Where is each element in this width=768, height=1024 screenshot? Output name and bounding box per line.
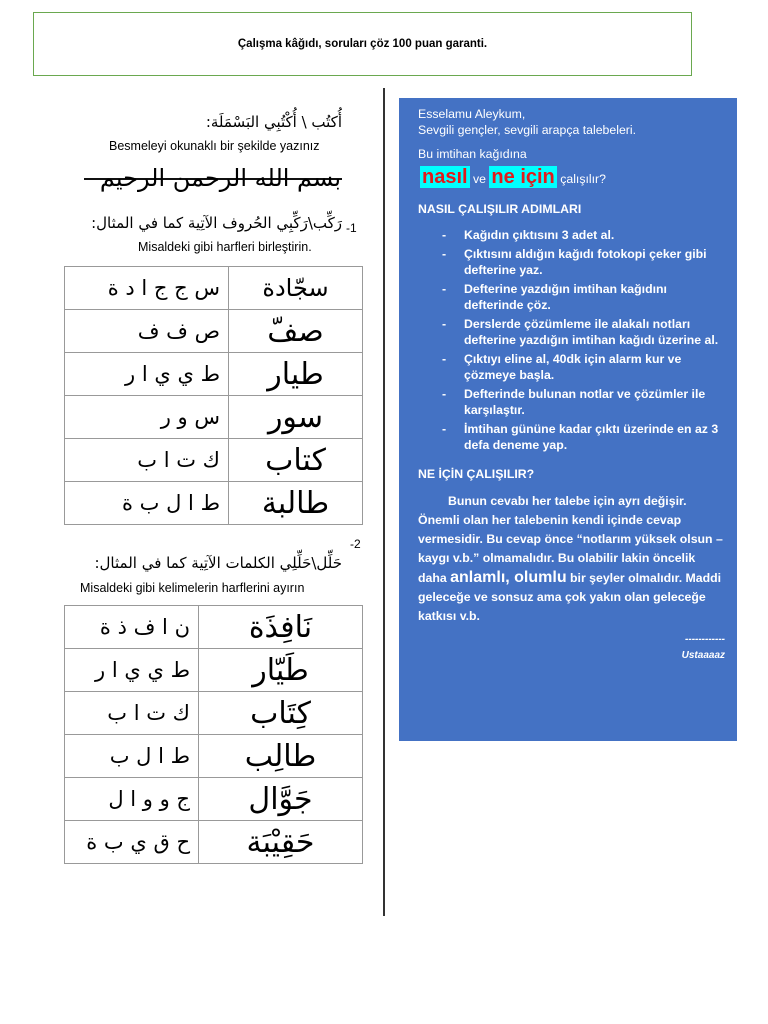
answer-cell: طالبة	[229, 482, 363, 525]
table-row	[65, 482, 363, 525]
letters-cell: ط ي ي ا ر	[65, 353, 229, 396]
list-item: - Derslerde çözümleme ile alakalı notları defterine yazdığın imtihan kağıdı üzerine al.	[442, 316, 725, 348]
highlight-nasil: nasıl	[422, 166, 468, 188]
table-row	[65, 735, 363, 778]
panel-intro: Bu imtihan kağıdına	[418, 147, 527, 161]
why-anlamli: anlamlı, olumlu	[450, 569, 567, 586]
letters-cell: س ج ج ا د ة	[65, 267, 229, 310]
task1-subtitle: Misaldeki gibi harfleri birleştirin.	[138, 240, 312, 254]
letters-cell: ط ا ل ب ة	[65, 482, 229, 525]
list-item: - İmtihan gününe kadar çıktı üzerinde en az 3 defa deneme yap.	[442, 421, 725, 453]
answer-cell: ط ا ل ب	[65, 735, 199, 778]
word-calisilir: çalışılır?	[560, 172, 606, 186]
task1-title: رَكِّب\رَكِّبِي الحُروف الآتِية كما في المثال:	[91, 214, 342, 232]
answer-cell: ك ت ا ب	[65, 692, 199, 735]
table-row	[65, 439, 363, 482]
why-paragraph	[418, 492, 725, 626]
answer-cell: سجّادة	[229, 267, 363, 310]
answer-cell: ن ا ف ذ ة	[65, 606, 199, 649]
why-text-2: bir şeyler olmalıdır. Maddi geleceğe ve sonsuz ama çok yakın olan geleceğe katkısı v.b.	[418, 571, 722, 623]
list-item: - Kağıdın çıktısını 3 adet al.	[442, 227, 725, 243]
letters-cell: ص ف ف	[65, 310, 229, 353]
task2-number: -2	[350, 537, 361, 551]
list-item: - Defterine yazdığın imtihan kağıdını defterinde çöz.	[442, 281, 725, 313]
answer-cell: صفّ	[229, 310, 363, 353]
answer-cell: ج و و ا ل	[65, 778, 199, 821]
word-cell: جَوَّال	[199, 778, 363, 821]
answer-cell: كتاب	[229, 439, 363, 482]
answer-cell: سور	[229, 396, 363, 439]
table-row	[65, 649, 363, 692]
steps-list	[418, 227, 725, 453]
besmele-answer: بسم الله الرحمن الرحيم	[99, 164, 342, 192]
list-item: - Defterinde bulunan notlar ve çözümler ile karşılaştır.	[442, 386, 725, 418]
signature-dashes: ------------	[685, 634, 725, 645]
word-cell: حَقِيْبَة	[199, 821, 363, 864]
word-cell: كِتَاب	[199, 692, 363, 735]
task0-subtitle: Besmeleyi okunaklı bir şekilde yazınız	[109, 139, 320, 153]
task1-table	[64, 266, 363, 525]
task1-number: -1	[346, 221, 357, 235]
table-row	[65, 310, 363, 353]
table-row	[65, 353, 363, 396]
column-divider	[383, 88, 385, 916]
task2-subtitle: Misaldeki gibi kelimelerin harflerini ayırın	[80, 581, 305, 595]
word-cell: طَيّار	[199, 649, 363, 692]
task0-title: أُكتُب \ أُكْتُبِي البَسْمَلَة:	[205, 113, 342, 131]
why-text-1: Bunun cevabı her talebe için ayrı değişir. Önemli olan her talebenin kendi içinde cevap vermesidir. Bu cevap önce “notlarım yüksek olsun – kaygı v.b.” olmamalıdır. Bu olabilir lakin öncelik daha	[418, 494, 723, 585]
word-cell: نَافِذَة	[199, 606, 363, 649]
answer-cell: طيار	[229, 353, 363, 396]
answer-cell: ط ي ي ا ر	[65, 649, 199, 692]
table-row	[65, 606, 363, 649]
word-cell: طالِب	[199, 735, 363, 778]
table-row	[65, 821, 363, 864]
table-row	[65, 778, 363, 821]
table-row	[65, 692, 363, 735]
word-ve: ve	[473, 172, 486, 186]
letters-cell: ك ت ا ب	[65, 439, 229, 482]
task2-title: حَلِّل\حَلِّلِي الكلمات الآتِية كما في المثال:	[94, 554, 342, 572]
list-item: - Çıktısını aldığın kağıdı fotokopi çeker gibi defterine yaz.	[442, 246, 725, 278]
table-row	[65, 396, 363, 439]
letters-cell: س و ر	[65, 396, 229, 439]
answer-cell: ح ق ي ب ة	[65, 821, 199, 864]
page-title: Çalışma kâğıdı, soruları çöz 100 puan garanti.	[237, 38, 488, 50]
task2-table	[64, 605, 363, 864]
panel-question-line	[420, 165, 725, 189]
panel-greeting-2: Sevgili gençler, sevgili arapça talebeleri.	[418, 123, 637, 137]
header-box	[33, 12, 692, 76]
info-panel	[399, 98, 737, 741]
why-title: NE İÇİN ÇALIŞILIR?	[418, 467, 535, 481]
list-item: - Çıktıyı eline al, 40dk için alarm kur ve çözmeye başla.	[442, 351, 725, 383]
steps-title: NASIL ÇALIŞILIR ADIMLARI	[418, 202, 582, 216]
panel-greeting: Esselamu Aleykum,	[418, 107, 526, 121]
table-row	[65, 267, 363, 310]
highlight-ne-icin: ne için	[491, 166, 555, 188]
signature: Ustaaaaz	[681, 650, 725, 661]
